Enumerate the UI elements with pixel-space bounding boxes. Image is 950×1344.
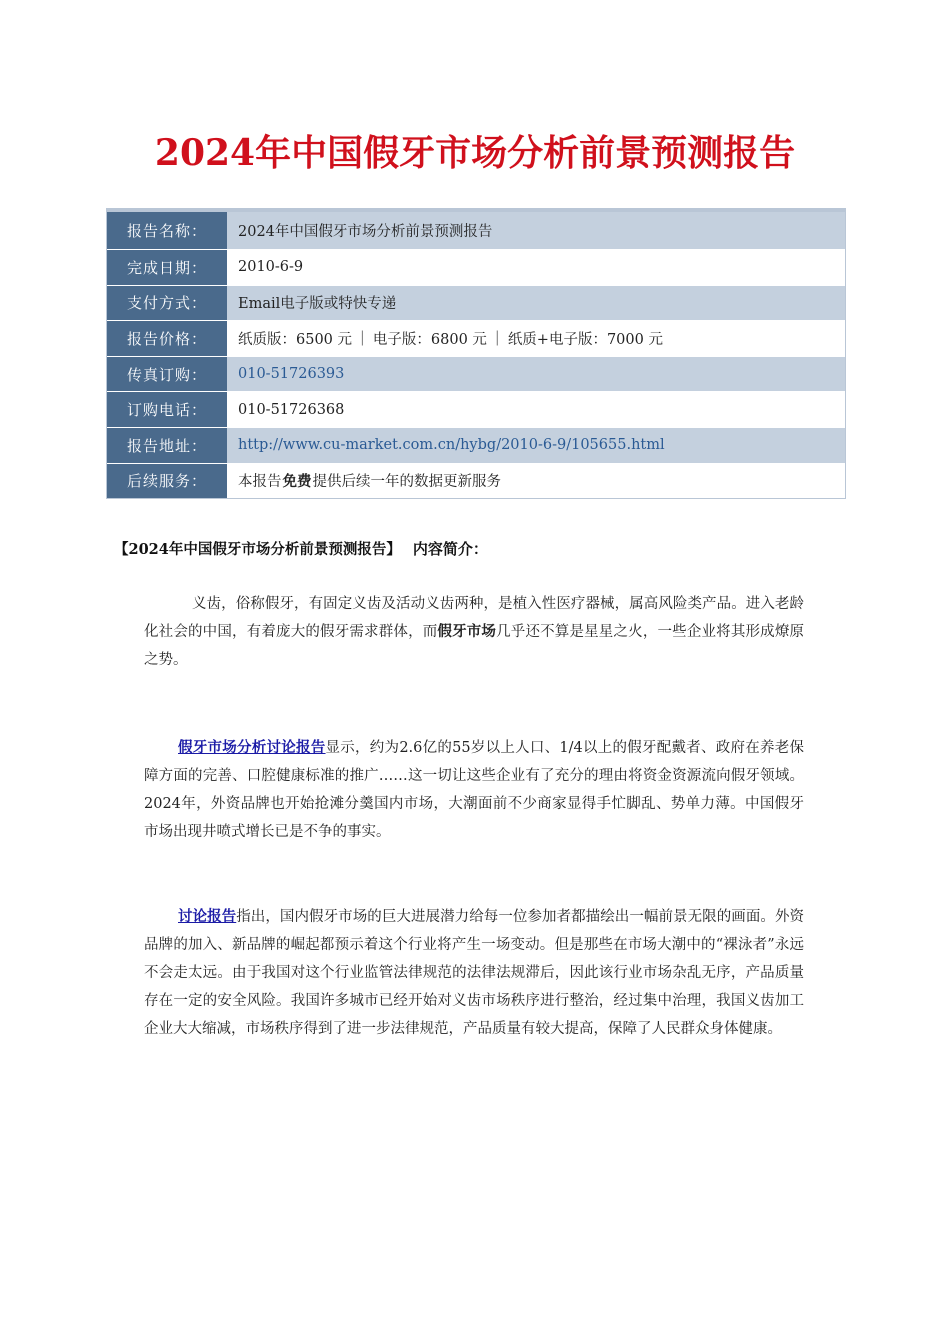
report-url-link[interactable]: http://www.cu-market.com.cn/hybg/2010-6-9/105655.html	[227, 428, 845, 463]
info-row-service	[107, 463, 845, 499]
info-value-service	[227, 464, 845, 499]
info-label: 支付方式：	[107, 286, 227, 321]
section-heading	[114, 538, 488, 559]
price-digital: 电子版：6800 元	[372, 331, 487, 348]
info-row-url	[107, 427, 845, 463]
report-title: 2024年中国假牙市场分析前景预测报告	[154, 132, 796, 174]
p3-text: 指出，国内假牙市场的巨大进展潜力给每一位参加者都描绘出一幅前景无限的画面。外资品牌的加入、新品牌的崛起都预示着这个行业将产生一场变动。但是那些在市场大潮中的“裸泳者”永远不会走太远。由于我国对这个行业监管法律规范的法律法规滞后，因此该行业市场杂乱无序，产品质量存在一定的安全风险。我国许多城市已经开始对义齿市场秩序进行整治，经过集中治理，我国义齿加工企业大大缩减，市场秩序得到了进一步法律规范，产品质量有较大提高，保障了人民群众身体健康。	[144, 909, 805, 1037]
price-separator: |	[360, 330, 365, 347]
service-prefix: 本报告	[238, 474, 282, 491]
report-info-table	[106, 208, 846, 499]
p2-text: 显示，约为2.6亿的55岁以上人口、1/4以上的假牙配戴者、政府在养老保障方面的完善、口腔健康标准的推广……这一切让这些企业有了充分的理由将资金资源流向假牙领域。2024年，外资品牌也开始抢滩分羹国内市场，大潮面前不少商家显得手忙脚乱、势单力薄。中国假牙市场出现井喷式增长已是不争的事实。	[144, 740, 804, 840]
section-intro-label: 内容简介：	[412, 540, 488, 558]
paragraph-3	[144, 903, 804, 1043]
p1-bold-term: 假牙市场	[437, 623, 497, 640]
paragraph-2	[144, 734, 804, 846]
info-row-phone	[107, 391, 845, 427]
info-row-payment	[107, 285, 845, 321]
section-report-name: 【2024年中国假牙市场分析前景预测报告】	[114, 541, 401, 558]
service-highlight: 免费	[282, 473, 312, 491]
info-label: 传真订购：	[107, 357, 227, 392]
info-row-date	[107, 249, 845, 285]
p1-text-b: 几乎还不算是星星之火，一些企业将其形成燎原之势。	[144, 624, 805, 668]
price-separator: |	[494, 330, 500, 347]
service-suffix: 提供后续一年的数据更新服务	[312, 474, 501, 491]
info-row-name	[107, 209, 845, 249]
info-label: 后续服务：	[107, 464, 227, 499]
info-value-fax: 010-51726393	[227, 357, 845, 392]
price-both: 纸质+电子版：7000 元	[507, 331, 663, 348]
price-paper: 纸质版：6500 元	[238, 331, 353, 348]
info-label: 完成日期：	[107, 250, 227, 285]
info-label: 报告价格：	[107, 321, 227, 356]
info-row-fax	[107, 356, 845, 392]
discussion-report-link[interactable]: 讨论报告	[178, 908, 237, 925]
info-label: 报告名称：	[107, 212, 227, 249]
market-report-link[interactable]: 假牙市场分析讨论报告	[178, 739, 326, 756]
info-value-date: 2010-6-9	[227, 250, 845, 285]
info-row-price	[107, 320, 845, 356]
info-value-payment: Email电子版或特快专递	[227, 286, 845, 321]
info-value-name: 2024年中国假牙市场分析前景预测报告	[227, 212, 845, 249]
paragraph-1	[144, 590, 804, 674]
info-label: 报告地址：	[107, 428, 227, 463]
info-value-price	[227, 321, 845, 356]
p1-text-a: 义齿，俗称假牙，有固定义齿及活动义齿两种，是植入性医疗器械，属高风险类产品。进入老龄化社会的中国，有着庞大的假牙需求群体，而	[144, 596, 804, 640]
info-label: 订购电话：	[107, 392, 227, 427]
info-value-phone: 010-51726368	[227, 392, 845, 427]
